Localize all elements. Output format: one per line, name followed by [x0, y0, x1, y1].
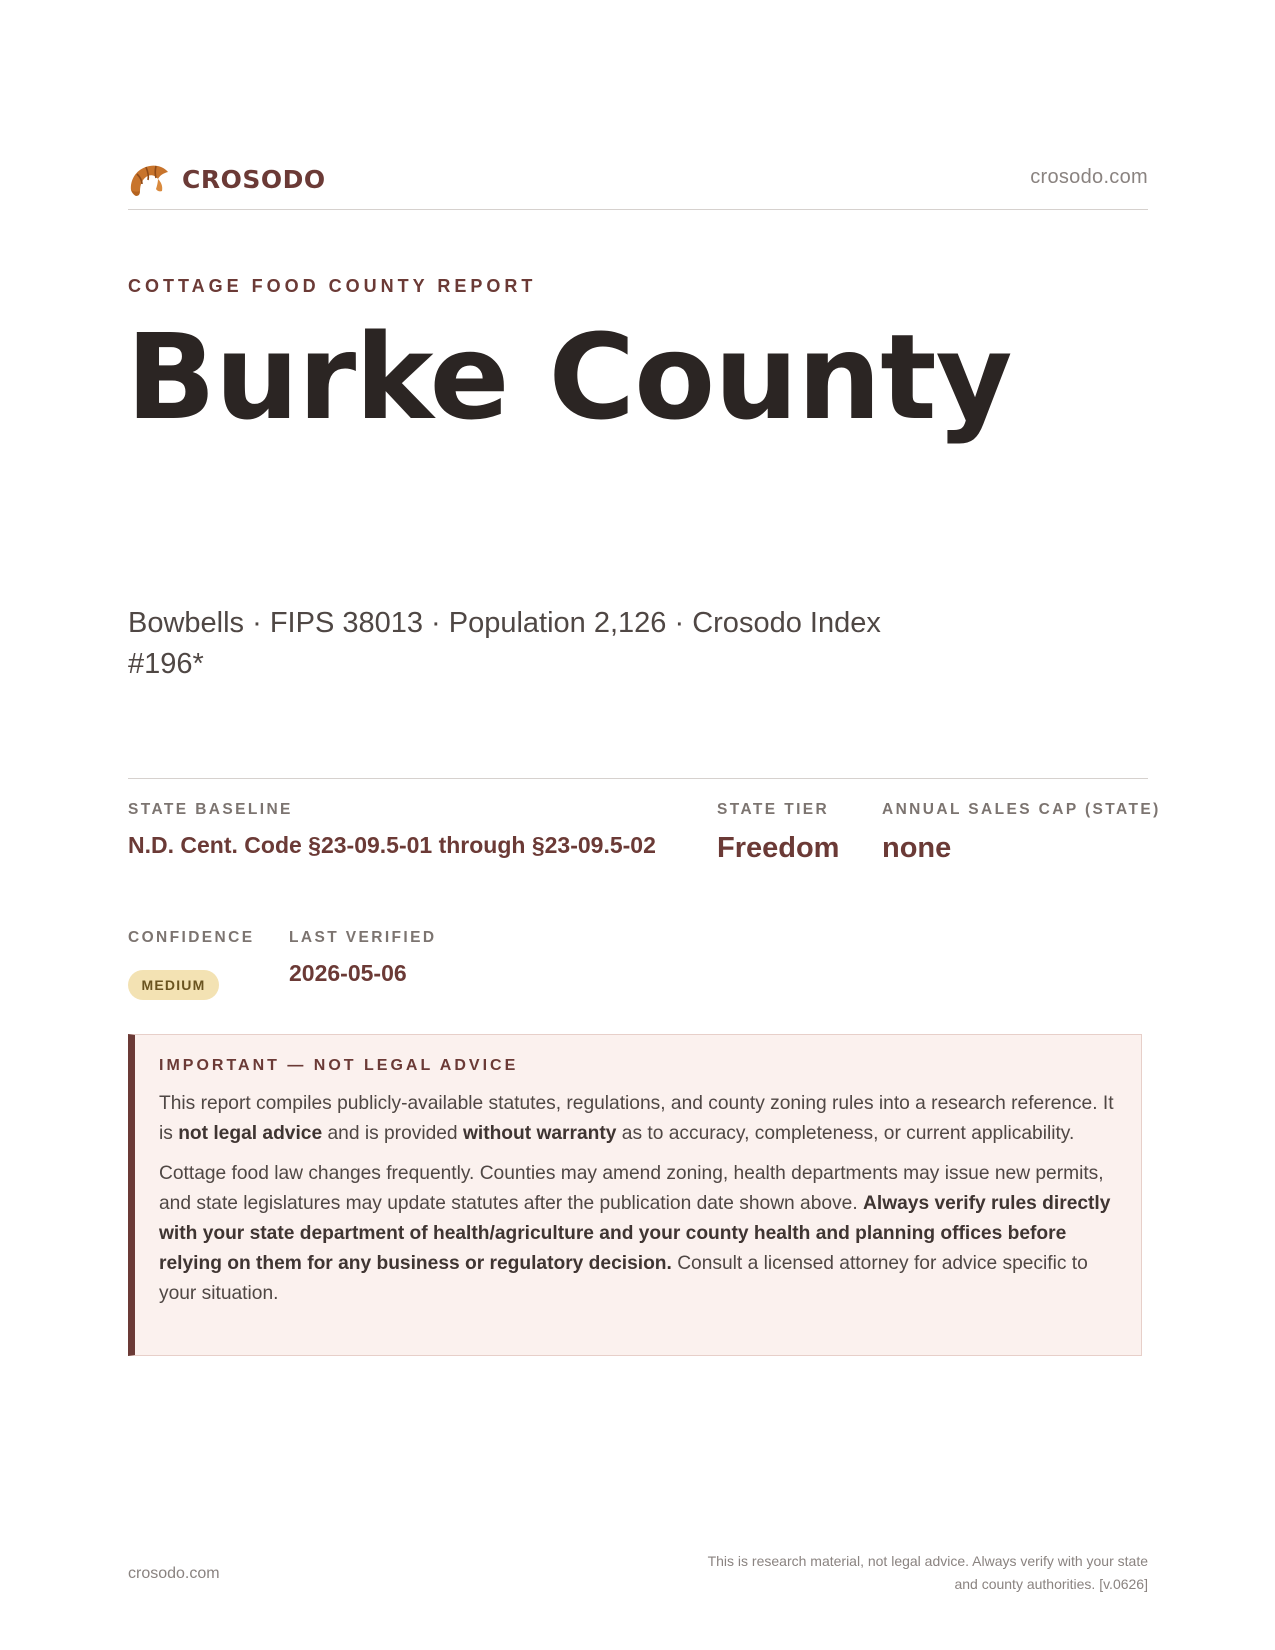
notice-text: Cottage food law changes frequently. Counties may amend zoning, health departments may issue new permits, and state legislatures may update statutes after the publication date shown above.: [159, 1163, 1104, 1214]
state-baseline-label: STATE BASELINE: [128, 801, 293, 818]
brand-name: CROSODO: [182, 164, 326, 194]
legal-notice: [128, 1034, 1142, 1356]
footer-disclaimer: [628, 1550, 1148, 1596]
last-verified-label: LAST VERIFIED: [289, 929, 437, 946]
last-verified-value: 2026-05-06: [289, 960, 407, 986]
section-divider: [128, 778, 1148, 779]
state-tier-value: Freedom: [717, 832, 840, 864]
brand[interactable]: [128, 160, 326, 198]
report-subtitle: Bowbells · FIPS 38013 · Population 2,126 · Crosodo Index #196*: [128, 607, 881, 680]
notice-text: and is provided: [322, 1123, 463, 1144]
notice-emphasis: without warranty: [462, 1123, 617, 1144]
notice-heading: IMPORTANT — NOT LEGAL ADVICE: [159, 1057, 519, 1074]
state-baseline-value: N.D. Cent. Code §23-09.5-01 through §23-09.5-02: [128, 832, 656, 858]
header-divider: [128, 209, 1148, 210]
notice-emphasis: not legal advice: [178, 1123, 323, 1144]
notice-text: as to accuracy, completeness, or current applicability.: [616, 1123, 1075, 1144]
report-kicker: COTTAGE FOOD COUNTY REPORT: [128, 276, 537, 296]
notice-paragraph-1: [159, 1089, 1119, 1149]
confidence-badge: MEDIUM: [128, 970, 219, 1000]
site-url-link[interactable]: crosodo.com: [1030, 166, 1148, 188]
notice-text: Consult a licensed attorney for advice specific to your situation.: [159, 1253, 1088, 1304]
footer-disclaimer-line: and county authorities. [v.0626]: [954, 1576, 1148, 1592]
page-title: Burke County: [126, 308, 1012, 446]
notice-paragraph-2: [159, 1159, 1119, 1309]
annual-sales-cap-label: ANNUAL SALES CAP (STATE): [882, 801, 1161, 818]
notice-text: This report compiles publicly-available statutes, regulations, and county zoning rules into a research reference. It is: [159, 1093, 1114, 1144]
croissant-icon: [128, 160, 170, 198]
notice-emphasis: Always verify rules directly with your state department of health/agriculture and your county health and planning offices before relying on them for any business or regulatory decision.: [159, 1193, 1111, 1274]
footer-url-link[interactable]: crosodo.com: [128, 1565, 220, 1582]
state-tier-label: STATE TIER: [717, 801, 830, 818]
confidence-label: CONFIDENCE: [128, 929, 255, 946]
annual-sales-cap-value: none: [882, 832, 952, 864]
footer-disclaimer-line: This is research material, not legal advice. Always verify with your state: [707, 1553, 1148, 1569]
